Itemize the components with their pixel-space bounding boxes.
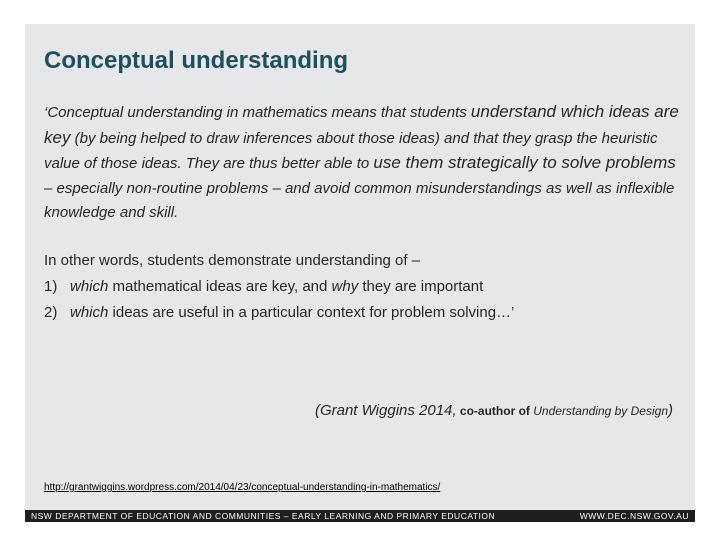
list-item-2-text: ideas are useful in a particular context for problem solving…’	[108, 304, 515, 321]
slide-panel	[25, 24, 695, 510]
footer-website[interactable]: WWW.DEC.NSW.GOV.AU	[579, 511, 689, 521]
list-item-2	[44, 300, 684, 326]
list-number-2: 2)	[44, 304, 58, 321]
list-item-1-text-b: they are important	[358, 278, 484, 295]
quote-emphasis-strategic-use: use them strategically to solve problems	[373, 153, 676, 172]
list-item-1-text-a: mathematical ideas are key, and	[108, 278, 332, 295]
footer-department: NSW DEPARTMENT OF EDUCATION AND COMMUNITIES – EARLY LEARNING AND PRIMARY EDUCATION	[31, 511, 496, 521]
other-words-intro: In other words, students demonstrate understanding of –	[44, 252, 421, 269]
list-item-1-italic-which: which	[70, 278, 109, 295]
list-number-1: 1)	[44, 278, 58, 295]
footer-bar	[25, 510, 695, 522]
attribution-closing: )	[668, 402, 673, 419]
quote-text-3: – especially non-routine problems – and avoid common misunderstandings as well as inflexible knowledge and skill.	[44, 179, 675, 221]
quote-emphasis-key-ideas: understand which ideas are key	[44, 102, 679, 147]
other-words-block	[44, 248, 684, 326]
attribution-book-title: Understanding by Design	[533, 404, 668, 418]
attribution-role	[457, 404, 668, 418]
attribution	[315, 402, 673, 419]
quote-text-1: ‘Conceptual understanding in mathematics means that students	[44, 104, 471, 121]
list-item-1	[44, 274, 684, 300]
quote-text-2: (by being helped to draw inferences about those ideas) and that they grasp the heuristic value of those ideas. They are thus better able to	[44, 129, 658, 172]
attribution-citation: (Grant Wiggins 2014,	[314, 402, 457, 419]
list-item-2-italic-which: which	[70, 304, 109, 321]
slide-title: Conceptual understanding	[44, 47, 349, 74]
quote-paragraph	[44, 100, 684, 226]
list-item-1-italic-why: why	[331, 278, 359, 295]
source-link[interactable]: http://grantwiggins.wordpress.com/2014/04/23/conceptual-understanding-in-mathematics/	[44, 482, 441, 493]
attribution-role-text: co-author of	[456, 404, 534, 418]
